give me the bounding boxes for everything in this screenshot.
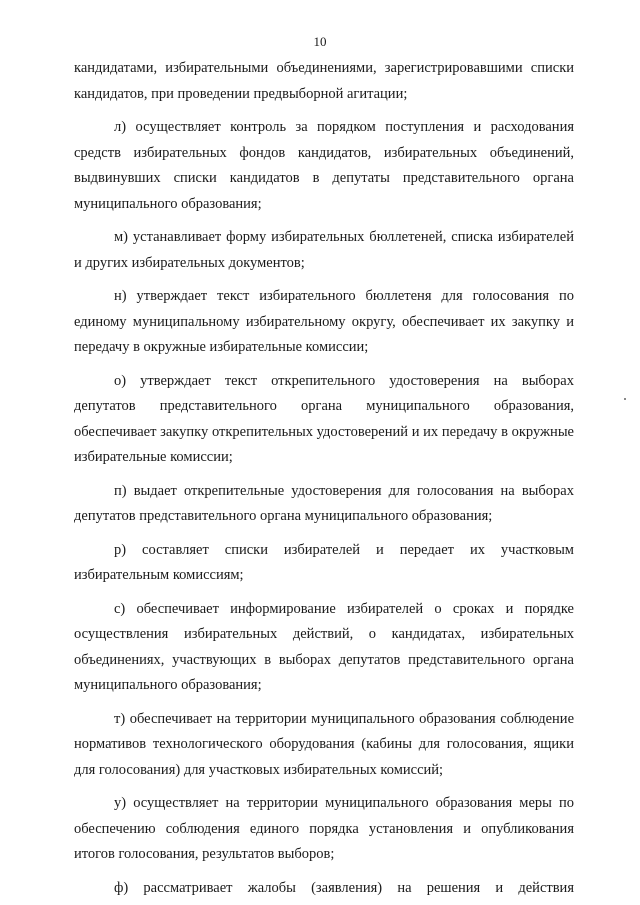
paragraph-continuation: кандидатами, избирательными объединениями, зарегистрировавшими списки кандидатов, при проведении предвыборной агитации; [74, 60, 574, 102]
document-body [74, 56, 574, 901]
page-number: 10 [313, 34, 327, 49]
paragraph-item-m: м) устанавливает форму избирательных бюллетеней, списка избирателей и других избирательных документов; [74, 229, 574, 271]
paragraph-item-u: у) осуществляет на территории муниципального образования меры по обеспечению соблюдения единого порядка установления и опубликования итогов голосования, результатов выборов; [74, 795, 574, 862]
paragraph-item-o: о) утверждает текст открепительного удостоверения на выборах депутатов представительного органа муниципального образования, обеспечивает закупку открепительных удостоверений и их передачу в окружные избирательные комиссии; [74, 372, 574, 465]
paragraph-item-l: л) осуществляет контроль за порядком поступления и расходования средств избирательных фондов кандидатов, избирательных объединений, выдвинувших списки кандидатов в депутаты представительного органа муниципального образования; [74, 119, 574, 212]
margin-mark [624, 398, 626, 400]
paragraph-item-s: с) обеспечивает информирование избирателей о сроках и порядке осуществления избирательных действий, о кандидатах, избирательных объединениях, участвующих в выборах депутатов представительного органа муниципального образования; [74, 600, 574, 693]
paragraph-item-r: р) составляет списки избирателей и передает их участковым избирательным комиссиям; [74, 541, 574, 583]
paragraph-item-f: ф) рассматривает жалобы (заявления) на решения и действия [114, 879, 574, 896]
paragraph-item-t: т) обеспечивает на территории муниципального образования соблюдение нормативов технологического оборудования (кабины для голосования, ящики для голосования) для участковых избирательных комиссий; [74, 710, 574, 778]
paragraph-item-p: п) выдает открепительные удостоверения для голосования на выборах депутатов представительного органа муниципального образования; [74, 482, 574, 524]
paragraph-item-n: н) утверждает текст избирательного бюллетеня для голосования по единому муниципальному избирательному округу, обеспечивает их закупку и передачу в окружные избирательные комиссии; [74, 288, 574, 355]
